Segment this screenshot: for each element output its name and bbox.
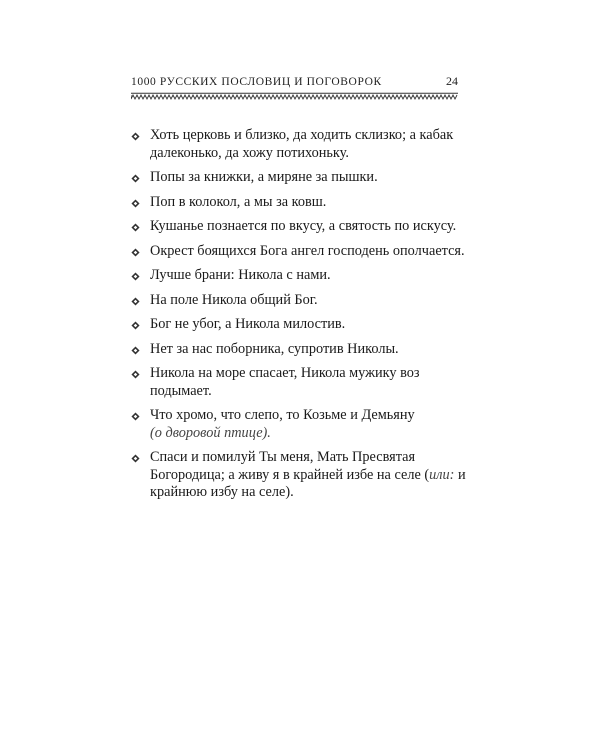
proverb-item	[131, 127, 471, 162]
proverb-item	[131, 169, 471, 187]
diamond-bullet-icon	[131, 321, 140, 330]
diamond-bullet-icon	[131, 132, 140, 141]
proverb-text: Бог не убог, а Никола милостив.	[150, 316, 346, 332]
proverb-note: (о дворовой птице).	[150, 424, 271, 441]
diamond-bullet-icon	[131, 174, 140, 183]
proverb-item	[131, 243, 471, 261]
diamond-bullet-icon	[131, 454, 140, 463]
proverb-text: Окрест боящихся Бога ангел господень ополчается.	[150, 242, 465, 259]
proverb-item	[131, 407, 471, 442]
proverb-text: Никола на море спасает, Никола мужику воз подымает.	[150, 365, 420, 399]
zigzag-rule	[131, 92, 458, 100]
proverb-item	[131, 449, 471, 502]
diamond-bullet-icon	[131, 346, 140, 355]
proverb-text: На поле Никола общий Бог.	[150, 291, 318, 308]
proverb-tail: и крайнюю избу на селе).	[150, 466, 466, 500]
proverb-text: Спаси и помилуй Ты меня, Мать Пресвятая Богородица; а живу я в крайней избе на селе (	[150, 449, 430, 483]
proverb-list	[131, 127, 471, 509]
diamond-bullet-icon	[131, 223, 140, 232]
diamond-bullet-icon	[131, 297, 140, 306]
page-number: 24	[446, 74, 458, 88]
proverb-item	[131, 267, 471, 285]
proverb-item	[131, 292, 471, 310]
proverb-text: Поп в колокол, а мы за ковш.	[150, 193, 327, 210]
proverb-item	[131, 194, 471, 212]
proverb-item	[131, 218, 471, 236]
proverb-text: Кушанье познается по вкусу, а святость по искусу.	[150, 218, 457, 234]
running-head-title: 1000 РУССКИХ ПОСЛОВИЦ И ПОГОВОРОК	[131, 76, 382, 88]
diamond-bullet-icon	[131, 199, 140, 208]
proverb-text: Лучше брани: Никола с нами.	[150, 267, 331, 283]
proverb-item	[131, 316, 471, 334]
proverb-text: Хоть церковь и близко, да ходить склизко; а кабак далеконько, да хожу потихоньку.	[150, 127, 454, 161]
proverb-note: или:	[429, 466, 455, 483]
diamond-bullet-icon	[131, 370, 140, 379]
proverb-text: Что хромо, что слепо, то Козьме и Демьяну	[150, 407, 415, 423]
running-head	[131, 74, 458, 90]
diamond-bullet-icon	[131, 248, 140, 257]
proverb-item	[131, 365, 471, 400]
proverb-text: Попы за книжки, а миряне за пышки.	[150, 169, 378, 185]
proverb-text: Нет за нас поборника, супротив Николы.	[150, 340, 399, 357]
diamond-bullet-icon	[131, 412, 140, 421]
diamond-bullet-icon	[131, 272, 140, 281]
proverb-item	[131, 341, 471, 359]
